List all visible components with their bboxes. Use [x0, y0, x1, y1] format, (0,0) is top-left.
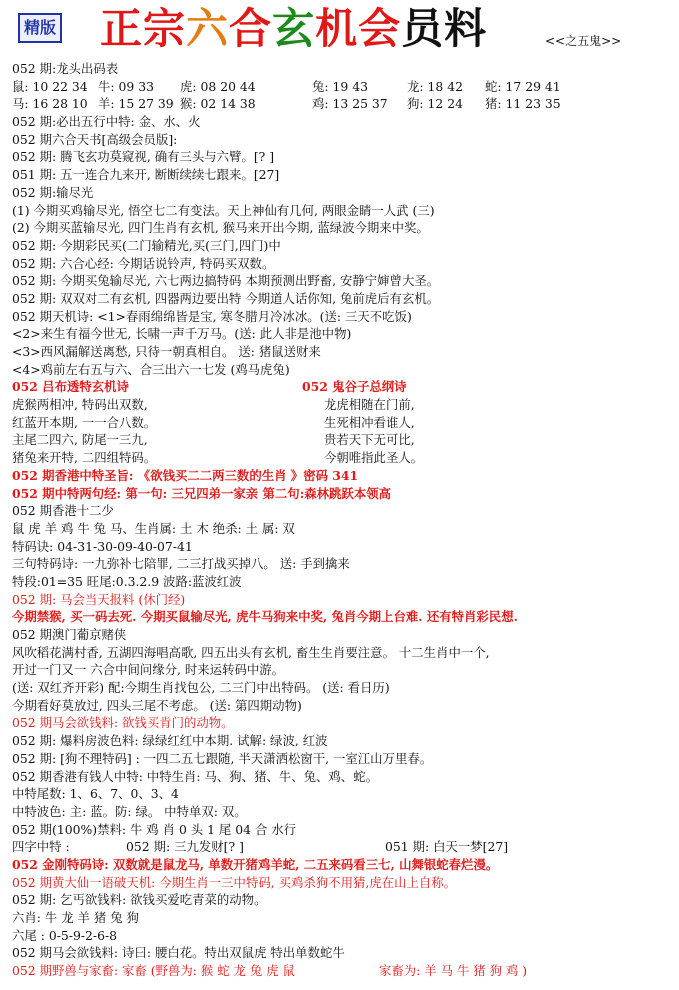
text-column: 虎: 08 20 44 — [180, 78, 256, 94]
text-line: 051 期: 五一连合九来开, 断断续续七跟来。[27] — [12, 167, 280, 183]
text-column: 龙: 18 42 — [407, 78, 463, 94]
text-line: 今期禁猴, 买一码去死. 今期买鼠输尽光, 虎牛马狗来中奖, 兔肖今期上台难. 还有特肖彩民想. — [12, 609, 518, 625]
text-line: 052 期香港中特圣旨: 《欲钱买二二两三数的生肖 》密码 341 — [12, 467, 359, 483]
text-line: 052 期: 双双对二有玄机, 四器两边要出特 今期道人话你知, 兔前虎后有玄机。 — [12, 290, 440, 306]
text-line: 052 期香港十二少 — [12, 503, 114, 519]
text-line: 052 期:输尽光 — [12, 184, 94, 200]
text-column: 051 期: 白天一梦[27] — [385, 839, 509, 855]
text-column: 蛇: 17 29 41 — [485, 78, 561, 94]
text-line — [12, 396, 672, 414]
text-line: (1) 今期买鸡输尽光, 悟空七二有变法。天上神仙有几何, 两眼金睛一人武 (三) — [12, 202, 435, 218]
text-line: <3>西风漏解送离愁, 只待一朝真相自。 送: 猪鼠送财来 — [12, 344, 321, 359]
title-char: 会 — [358, 4, 402, 53]
page-title — [100, 4, 487, 54]
text-column: 马: 16 28 10 — [12, 96, 88, 112]
text-column: 今朝唯指此圣人。 — [324, 450, 424, 466]
text-line: 六肖: 牛 龙 羊 猪 兔 狗 — [12, 910, 139, 925]
text-line: 052 期(100%)禁料: 牛 鸡 肖 0 头 1 尾 04 合 水行 — [12, 821, 297, 837]
text-line: (送: 双红齐开彩) 配:今期生肖找包公, 二三门中出特码。 (送: 看日历) — [12, 680, 390, 696]
text-line — [12, 95, 672, 113]
text-line: 052 期香港有钱人中特: 中特生肖: 马、狗、猪、牛、兔、鸡、蛇。 — [12, 768, 378, 784]
text-line: (2) 今期买蓝输尽光, 四门生肖有玄机, 猴马来开出今期, 蓝绿波今期来中奖。 — [12, 220, 429, 236]
text-column: 贵若天下无可比, — [324, 432, 415, 448]
text-line: 052 期: 爆料房波色料: 绿绿红红中本期. 试解: 绿波, 红波 — [12, 733, 328, 749]
text-column: 鸡: 13 25 37 — [312, 96, 388, 112]
text-column: 猪: 11 23 35 — [485, 96, 561, 112]
text-line: 052 期: 腾飞玄功莫窥视, 确有三头与六臂。[? ] — [12, 149, 275, 165]
text-column: 猴: 02 14 38 — [180, 96, 256, 112]
text-line: 052 期: [狗不理特码] : 一四二五七跟随, 半天潇洒松窗干, 一室江山万里春。 — [12, 750, 433, 766]
page-header — [0, 0, 679, 60]
text-line: 风吹稻花满村香, 五湖四海唱高歌, 四五出头有玄机, 畜生生肖要注意。 十二生肖中一个, — [12, 644, 490, 660]
text-line: 中特波色: 主: 蓝。防: 绿。 中特单双: 双。 — [12, 803, 247, 819]
text-line — [12, 414, 672, 432]
title-char: 料 — [444, 4, 488, 53]
text-line: 三句特码诗: 一九弥补七陪罪, 二三打战买掉八。 送: 手到擒来 — [12, 556, 350, 572]
text-column: 羊: 15 27 39 — [98, 96, 174, 112]
text-column: 生死相冲看谁人, — [324, 414, 415, 430]
text-column: 牛: 09 33 — [98, 78, 154, 94]
text-column: 红蓝开本期, 一一合八数。 — [12, 414, 157, 430]
title-char: 机 — [315, 4, 359, 53]
text-column: 虎猴两相冲, 特码出双数, — [12, 397, 148, 413]
text-line: 六尾 : 0-5-9-2-6-8 — [12, 927, 118, 943]
text-column: 052 鬼谷子总纲诗 — [302, 379, 407, 395]
title-char: 六 — [186, 4, 230, 53]
text-line: 052 期黄大仙一语破天机: 今期生肖一三中特码, 买鸡杀狗不用猜,虎在山上自称。 — [12, 874, 457, 890]
text-line — [12, 378, 672, 396]
text-column: 家畜为: 羊 马 牛 猪 狗 鸡 ) — [379, 963, 528, 979]
text-line — [12, 962, 672, 980]
text-column: 主尾二四六, 防尾一三九, — [12, 432, 148, 448]
title-char: 玄 — [272, 4, 316, 53]
text-line: <2>来生有福今世无, 长啸一声千万马。(送: 此人非是池中物) — [12, 326, 352, 342]
text-line: 开过一门又一 六合中间问缘分, 时来运转码中游。 — [12, 662, 285, 678]
text-line: 中特尾数: 1、6、7、0、3、4 — [12, 786, 179, 802]
text-line: 鼠 虎 羊 鸡 牛 兔 马、生肖属: 土 木 绝杀: 土 属: 双 — [12, 520, 295, 536]
title-char: 正 — [100, 4, 144, 53]
text-line: <4>鸡前左右五与六、合三出六一七发 (鸡马虎兔) — [12, 361, 290, 377]
text-column: 鼠: 10 22 34 — [12, 78, 88, 94]
text-line — [12, 431, 672, 449]
title-char: 合 — [229, 4, 273, 53]
title-char: 宗 — [143, 4, 187, 53]
text-line — [12, 78, 672, 96]
text-column: 052 期野兽与家畜: 家畜 (野兽为: 猴 蛇 龙 兔 虎 鼠 — [12, 963, 295, 979]
text-column: 四字中特 : — [12, 839, 70, 855]
text-column: 狗: 12 24 — [407, 96, 463, 112]
document-body — [12, 60, 672, 980]
text-line: 特段:01=35 旺尾:0.3.2.9 波路:蓝波红波 — [12, 573, 242, 589]
text-line: 052 期六合天书[高级会员版]: — [12, 131, 178, 147]
text-line — [12, 449, 672, 467]
edition-badge: 精版 — [18, 13, 62, 43]
text-column: 猪兔来开特, 二四组特码。 — [12, 450, 157, 466]
text-line: 052 期:龙头出码表 — [12, 61, 119, 76]
text-column: 052 期: 三九发财[? ] — [126, 839, 244, 855]
text-column: 兔: 19 43 — [312, 78, 368, 94]
text-line: 052 期中特两句经: 第一句: 三兄四弟一家亲 第二句:森林跳跃本领高 — [12, 485, 391, 501]
text-line: 052 期天机诗: <1>春雨绵绵皆是宝, 寒冬腊月冷冰冰。(送: 三天不吃饭) — [12, 308, 412, 324]
text-line: 052 期:必出五行中特: 金、水、火 — [12, 114, 201, 130]
text-line — [12, 838, 672, 856]
text-line: 052 期马会欲钱料: 欲钱买肯门的动物。 — [12, 715, 234, 731]
text-column: 052 吕布透特玄机诗 — [12, 379, 129, 395]
text-line: 今期看好莫放过, 四头三尾不考虑。 (送: 第四期动物) — [12, 697, 302, 713]
title-char: 员 — [401, 4, 445, 53]
text-line: 052 期: 乞丐欲钱料: 欲钱买爱吃青菜的动物。 — [12, 892, 267, 908]
text-line: 052 期澳门葡京赌侠 — [12, 627, 127, 642]
text-line: 特码诀: 04-31-30-09-40-07-41 — [12, 538, 193, 554]
text-column: 龙虎相随在门前, — [324, 397, 415, 413]
text-line: 052 期: 今期买兔输尽光, 六七两边搞特码 本期预测出野畜, 安静宁婶曾大圣。 — [12, 273, 440, 289]
text-line: 052 期: 今期彩民买(二门输精光,买(三门,四门)中 — [12, 237, 281, 253]
text-line: 052 金刚特码诗: 双数就是鼠龙马, 单数开猪鸡羊蛇, 二五来码看三七, 山舞银蛇春烂漫。 — [12, 856, 499, 872]
text-line: 052 期: 六合心经: 今期话说铃声, 特码买双数。 — [12, 255, 275, 271]
text-line: 052 期马会欲钱料: 诗曰: 腰白花。特出双鼠虎 特出单数蛇牛 — [12, 945, 345, 961]
author-signature: <<之五鬼>> — [545, 34, 622, 48]
text-line: 052 期: 马会当天报料 (休门经) — [12, 591, 186, 607]
